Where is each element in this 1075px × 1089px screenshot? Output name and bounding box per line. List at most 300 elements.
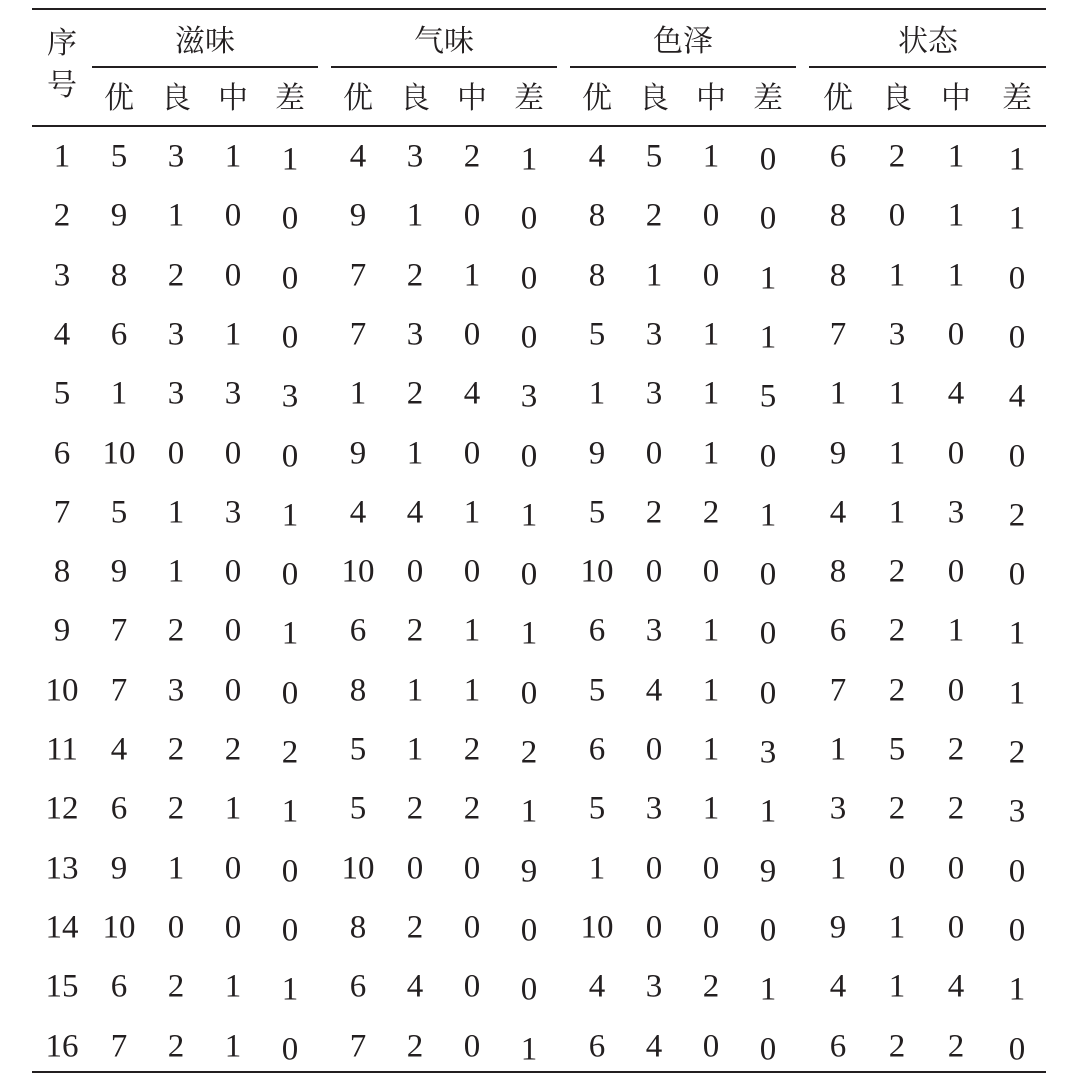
- cell-smell-medium: 0: [463, 1028, 481, 1064]
- cell-taste-excellent: 10: [102, 435, 136, 471]
- cell-taste-medium: 0: [224, 909, 242, 946]
- cell-taste-excellent: 7: [110, 612, 128, 649]
- cell-smell-medium: 0: [463, 968, 481, 1005]
- cell-smell-excellent: 7: [349, 316, 367, 353]
- cell-color-good: 0: [645, 553, 663, 590]
- group-header-state: 状态: [898, 24, 958, 59]
- cell-state-poor: 0: [1008, 1031, 1026, 1067]
- cell-color-medium: 1: [702, 790, 720, 827]
- cell-state-medium: 0: [947, 316, 965, 353]
- cell-taste-medium: 0: [224, 435, 242, 471]
- cell-taste-poor: 0: [281, 438, 299, 474]
- cell-smell-poor: 0: [520, 675, 538, 712]
- cell-taste-poor: 0: [281, 675, 299, 712]
- cell-taste-good: 0: [167, 435, 185, 471]
- cell-taste-medium: 0: [224, 553, 242, 590]
- cell-color-medium: 0: [702, 909, 720, 946]
- cell-color-good: 3: [645, 375, 663, 412]
- cell-taste-poor: 1: [281, 141, 299, 178]
- cell-smell-medium: 2: [463, 790, 481, 827]
- cell-smell-good: 2: [406, 612, 424, 649]
- grade-header-color-medium: 中: [696, 81, 726, 116]
- cell-color-poor: 0: [759, 141, 777, 178]
- cell-smell-poor: 0: [520, 200, 538, 237]
- table-top-rule: [32, 8, 1046, 10]
- cell-color-excellent: 4: [588, 968, 606, 1005]
- cell-smell-poor: 0: [520, 556, 538, 593]
- cell-taste-poor: 2: [281, 734, 299, 771]
- cell-taste-excellent: 7: [110, 1028, 128, 1064]
- cell-smell-excellent: 7: [349, 257, 367, 294]
- cell-color-good: 0: [645, 731, 663, 768]
- cell-smell-poor: 3: [520, 378, 538, 415]
- cell-taste-good: 2: [167, 968, 185, 1005]
- cell-state-poor: 1: [1008, 141, 1026, 178]
- cell-state-medium: 0: [947, 850, 965, 887]
- cell-smell-excellent: 5: [349, 790, 367, 827]
- cell-taste-medium: 0: [224, 197, 242, 234]
- cell-color-medium: 0: [702, 553, 720, 590]
- cell-taste-good: 2: [167, 257, 185, 294]
- cell-taste-poor: 0: [281, 853, 299, 890]
- cell-taste-excellent: 10: [102, 909, 136, 946]
- cell-color-good: 3: [645, 316, 663, 353]
- cell-smell-good: 2: [406, 909, 424, 946]
- cell-color-poor: 0: [759, 675, 777, 712]
- cell-taste-medium: 1: [224, 1028, 242, 1064]
- cell-smell-poor: 2: [520, 734, 538, 771]
- cell-state-medium: 4: [947, 375, 965, 412]
- cell-taste-good: 1: [167, 850, 185, 887]
- header-bottom-rule: [32, 125, 1046, 127]
- cell-taste-good: 1: [167, 494, 185, 531]
- cell-taste-poor: 0: [281, 556, 299, 593]
- cell-state-poor: 0: [1008, 556, 1026, 593]
- row-number: 2: [53, 197, 71, 234]
- cell-smell-medium: 4: [463, 375, 481, 412]
- cell-smell-good: 1: [406, 731, 424, 768]
- row-number-header-line-1: 序: [47, 26, 77, 61]
- cell-color-poor: 0: [759, 615, 777, 652]
- row-number: 8: [53, 553, 71, 590]
- grade-header-taste-medium: 中: [218, 81, 248, 116]
- cell-smell-medium: 1: [463, 257, 481, 294]
- cell-smell-poor: 1: [520, 1031, 538, 1067]
- cell-taste-medium: 1: [224, 138, 242, 175]
- cell-taste-excellent: 6: [110, 968, 128, 1005]
- cell-state-poor: 3: [1008, 793, 1026, 830]
- cell-color-excellent: 4: [588, 138, 606, 175]
- cell-smell-excellent: 10: [341, 850, 375, 887]
- grade-header-state-poor: 差: [1002, 81, 1032, 116]
- cell-smell-good: 2: [406, 375, 424, 412]
- cell-color-poor: 0: [759, 1031, 777, 1067]
- row-number: 16: [45, 1028, 79, 1064]
- cell-state-excellent: 4: [829, 494, 847, 531]
- cell-taste-poor: 0: [281, 1031, 299, 1067]
- row-number-header-line-2: 号: [47, 68, 77, 103]
- cell-smell-good: 4: [406, 968, 424, 1005]
- grade-header-smell-poor: 差: [514, 81, 544, 116]
- cell-state-good: 1: [888, 435, 906, 471]
- cell-smell-good: 1: [406, 672, 424, 709]
- cell-state-excellent: 6: [829, 1028, 847, 1064]
- cell-smell-medium: 1: [463, 672, 481, 709]
- row-number: 12: [45, 790, 79, 827]
- cell-state-poor: 1: [1008, 675, 1026, 712]
- cell-color-poor: 9: [759, 853, 777, 890]
- cell-taste-medium: 2: [224, 731, 242, 768]
- cell-state-excellent: 3: [829, 790, 847, 827]
- cell-taste-excellent: 9: [110, 197, 128, 234]
- group-underline-smell: [331, 66, 557, 68]
- cell-color-excellent: 10: [580, 553, 614, 590]
- table-bottom-rule: [32, 1071, 1046, 1073]
- cell-state-poor: 0: [1008, 438, 1026, 474]
- group-header-taste: 滋味: [175, 24, 235, 59]
- cell-state-excellent: 1: [829, 850, 847, 887]
- cell-state-medium: 2: [947, 731, 965, 768]
- cell-state-excellent: 6: [829, 138, 847, 175]
- cell-state-excellent: 8: [829, 257, 847, 294]
- cell-color-medium: 1: [702, 435, 720, 471]
- cell-state-good: 0: [888, 850, 906, 887]
- cell-color-poor: 1: [759, 260, 777, 297]
- cell-color-excellent: 5: [588, 790, 606, 827]
- cell-state-good: 2: [888, 672, 906, 709]
- cell-color-excellent: 9: [588, 435, 606, 471]
- cell-color-medium: 0: [702, 257, 720, 294]
- cell-state-medium: 1: [947, 138, 965, 175]
- cell-state-excellent: 8: [829, 553, 847, 590]
- cell-color-excellent: 6: [588, 731, 606, 768]
- cell-taste-good: 0: [167, 909, 185, 946]
- cell-smell-good: 1: [406, 197, 424, 234]
- cell-taste-poor: 1: [281, 615, 299, 652]
- row-number: 11: [46, 731, 78, 768]
- grade-header-taste-good: 良: [161, 81, 191, 116]
- cell-smell-excellent: 9: [349, 435, 367, 471]
- cell-color-excellent: 1: [588, 850, 606, 887]
- cell-state-medium: 0: [947, 672, 965, 709]
- cell-smell-medium: 0: [463, 316, 481, 353]
- cell-smell-poor: 0: [520, 438, 538, 474]
- cell-smell-excellent: 5: [349, 731, 367, 768]
- cell-state-good: 1: [888, 909, 906, 946]
- cell-taste-good: 2: [167, 1028, 185, 1064]
- cell-state-poor: 1: [1008, 615, 1026, 652]
- cell-smell-poor: 1: [520, 141, 538, 178]
- cell-color-medium: 2: [702, 968, 720, 1005]
- cell-taste-poor: 0: [281, 200, 299, 237]
- grade-header-smell-excellent: 优: [343, 81, 373, 116]
- grade-header-state-good: 良: [882, 81, 912, 116]
- cell-taste-excellent: 9: [110, 553, 128, 590]
- cell-color-good: 0: [645, 435, 663, 471]
- cell-taste-excellent: 6: [110, 790, 128, 827]
- cell-taste-medium: 0: [224, 612, 242, 649]
- cell-state-excellent: 1: [829, 375, 847, 412]
- grade-header-taste-excellent: 优: [104, 81, 134, 116]
- cell-color-excellent: 5: [588, 672, 606, 709]
- cell-state-good: 3: [888, 316, 906, 353]
- cell-color-medium: 1: [702, 731, 720, 768]
- cell-state-medium: 0: [947, 435, 965, 471]
- cell-state-medium: 0: [947, 553, 965, 590]
- cell-state-good: 1: [888, 257, 906, 294]
- cell-color-poor: 1: [759, 793, 777, 830]
- cell-taste-medium: 1: [224, 790, 242, 827]
- row-number: 1: [53, 138, 71, 175]
- cell-color-good: 4: [645, 1028, 663, 1064]
- cell-state-excellent: 4: [829, 968, 847, 1005]
- cell-state-medium: 3: [947, 494, 965, 531]
- cell-color-medium: 1: [702, 612, 720, 649]
- cell-color-poor: 0: [759, 200, 777, 237]
- cell-state-medium: 0: [947, 909, 965, 946]
- grade-header-smell-medium: 中: [457, 81, 487, 116]
- cell-taste-excellent: 8: [110, 257, 128, 294]
- cell-taste-medium: 3: [224, 494, 242, 531]
- cell-taste-poor: 1: [281, 793, 299, 830]
- group-underline-color: [570, 66, 796, 68]
- cell-state-good: 2: [888, 553, 906, 590]
- cell-color-good: 5: [645, 138, 663, 175]
- cell-smell-excellent: 4: [349, 138, 367, 175]
- cell-smell-good: 0: [406, 553, 424, 590]
- cell-state-poor: 1: [1008, 200, 1026, 237]
- cell-state-excellent: 9: [829, 909, 847, 946]
- cell-state-good: 1: [888, 494, 906, 531]
- cell-taste-poor: 0: [281, 319, 299, 356]
- cell-smell-medium: 0: [463, 553, 481, 590]
- cell-taste-medium: 1: [224, 968, 242, 1005]
- cell-smell-medium: 2: [463, 138, 481, 175]
- cell-taste-good: 3: [167, 375, 185, 412]
- cell-smell-good: 2: [406, 1028, 424, 1064]
- cell-color-poor: 0: [759, 556, 777, 593]
- cell-taste-medium: 0: [224, 850, 242, 887]
- cell-state-poor: 0: [1008, 319, 1026, 356]
- cell-taste-medium: 1: [224, 316, 242, 353]
- cell-smell-excellent: 6: [349, 612, 367, 649]
- cell-state-excellent: 9: [829, 435, 847, 471]
- cell-taste-poor: 1: [281, 971, 299, 1008]
- cell-taste-good: 2: [167, 790, 185, 827]
- cell-smell-excellent: 8: [349, 672, 367, 709]
- row-number: 3: [53, 257, 71, 294]
- cell-taste-good: 1: [167, 197, 185, 234]
- cell-color-excellent: 8: [588, 257, 606, 294]
- group-header-smell: 气味: [414, 24, 474, 59]
- cell-smell-poor: 0: [520, 319, 538, 356]
- cell-color-medium: 1: [702, 375, 720, 412]
- cell-taste-good: 2: [167, 612, 185, 649]
- cell-color-poor: 5: [759, 378, 777, 415]
- cell-color-excellent: 6: [588, 1028, 606, 1064]
- cell-smell-excellent: 10: [341, 553, 375, 590]
- cell-state-medium: 2: [947, 790, 965, 827]
- cell-color-excellent: 8: [588, 197, 606, 234]
- cell-state-medium: 1: [947, 612, 965, 649]
- cell-color-poor: 0: [759, 912, 777, 949]
- group-underline-state: [809, 66, 1046, 68]
- grade-header-color-excellent: 优: [582, 81, 612, 116]
- cell-smell-medium: 1: [463, 494, 481, 531]
- cell-smell-poor: 1: [520, 615, 538, 652]
- cell-smell-poor: 0: [520, 971, 538, 1008]
- cell-color-poor: 1: [759, 319, 777, 356]
- cell-color-good: 1: [645, 257, 663, 294]
- cell-smell-medium: 0: [463, 850, 481, 887]
- cell-taste-excellent: 5: [110, 494, 128, 531]
- cell-taste-excellent: 9: [110, 850, 128, 887]
- cell-smell-poor: 1: [520, 793, 538, 830]
- cell-smell-excellent: 1: [349, 375, 367, 412]
- cell-color-poor: 3: [759, 734, 777, 771]
- cell-smell-excellent: 7: [349, 1028, 367, 1064]
- grade-header-color-good: 良: [639, 81, 669, 116]
- cell-state-medium: 2: [947, 1028, 965, 1064]
- cell-smell-good: 4: [406, 494, 424, 531]
- cell-state-poor: 0: [1008, 912, 1026, 949]
- cell-state-medium: 1: [947, 197, 965, 234]
- cell-state-good: 2: [888, 1028, 906, 1064]
- cell-state-good: 2: [888, 612, 906, 649]
- cell-smell-good: 0: [406, 850, 424, 887]
- cell-smell-good: 2: [406, 790, 424, 827]
- cell-color-excellent: 1: [588, 375, 606, 412]
- cell-color-good: 2: [645, 494, 663, 531]
- cell-state-medium: 4: [947, 968, 965, 1005]
- cell-taste-good: 3: [167, 138, 185, 175]
- cell-state-poor: 2: [1008, 734, 1026, 771]
- cell-state-medium: 1: [947, 257, 965, 294]
- row-number: 15: [45, 968, 79, 1005]
- cell-taste-good: 3: [167, 316, 185, 353]
- cell-color-medium: 1: [702, 672, 720, 709]
- cell-color-medium: 1: [702, 138, 720, 175]
- cell-taste-good: 1: [167, 553, 185, 590]
- cell-state-poor: 0: [1008, 853, 1026, 890]
- row-number: 9: [53, 612, 71, 649]
- cell-smell-excellent: 8: [349, 909, 367, 946]
- cell-state-good: 1: [888, 968, 906, 1005]
- cell-color-excellent: 6: [588, 612, 606, 649]
- cell-smell-good: 1: [406, 435, 424, 471]
- cell-state-good: 0: [888, 197, 906, 234]
- cell-smell-poor: 0: [520, 260, 538, 297]
- cell-smell-good: 3: [406, 316, 424, 353]
- grade-header-color-poor: 差: [753, 81, 783, 116]
- cell-color-good: 2: [645, 197, 663, 234]
- cell-taste-good: 3: [167, 672, 185, 709]
- grade-header-state-medium: 中: [941, 81, 971, 116]
- cell-smell-medium: 0: [463, 435, 481, 471]
- cell-state-excellent: 7: [829, 672, 847, 709]
- cell-smell-medium: 1: [463, 612, 481, 649]
- cell-color-medium: 2: [702, 494, 720, 531]
- cell-smell-excellent: 9: [349, 197, 367, 234]
- cell-smell-medium: 0: [463, 197, 481, 234]
- cell-smell-medium: 0: [463, 909, 481, 946]
- row-number: 13: [45, 850, 79, 887]
- cell-taste-poor: 0: [281, 912, 299, 949]
- cell-taste-poor: 1: [281, 497, 299, 534]
- cell-color-poor: 1: [759, 971, 777, 1008]
- grade-header-taste-poor: 差: [275, 81, 305, 116]
- cell-state-excellent: 6: [829, 612, 847, 649]
- grade-header-state-excellent: 优: [823, 81, 853, 116]
- cell-state-poor: 0: [1008, 260, 1026, 297]
- row-number: 7: [53, 494, 71, 531]
- cell-color-good: 3: [645, 790, 663, 827]
- cell-smell-poor: 9: [520, 853, 538, 890]
- cell-smell-poor: 1: [520, 497, 538, 534]
- cell-state-poor: 4: [1008, 378, 1026, 415]
- cell-taste-medium: 0: [224, 257, 242, 294]
- cell-color-medium: 0: [702, 197, 720, 234]
- cell-state-excellent: 8: [829, 197, 847, 234]
- cell-color-good: 3: [645, 968, 663, 1005]
- row-number: 5: [53, 375, 71, 412]
- cell-taste-medium: 0: [224, 672, 242, 709]
- cell-state-excellent: 1: [829, 731, 847, 768]
- cell-color-good: 4: [645, 672, 663, 709]
- group-header-color: 色泽: [653, 24, 713, 59]
- cell-color-good: 0: [645, 850, 663, 887]
- cell-smell-poor: 0: [520, 912, 538, 949]
- cell-color-excellent: 5: [588, 494, 606, 531]
- cell-smell-excellent: 4: [349, 494, 367, 531]
- cell-smell-good: 2: [406, 257, 424, 294]
- cell-color-medium: 1: [702, 316, 720, 353]
- cell-smell-medium: 2: [463, 731, 481, 768]
- cell-taste-excellent: 4: [110, 731, 128, 768]
- cell-color-poor: 1: [759, 497, 777, 534]
- cell-taste-poor: 0: [281, 260, 299, 297]
- row-number: 6: [53, 435, 71, 471]
- cell-state-good: 1: [888, 375, 906, 412]
- cell-state-poor: 2: [1008, 497, 1026, 534]
- cell-color-good: 0: [645, 909, 663, 946]
- cell-state-excellent: 7: [829, 316, 847, 353]
- cell-taste-excellent: 1: [110, 375, 128, 412]
- cell-taste-excellent: 7: [110, 672, 128, 709]
- cell-taste-excellent: 6: [110, 316, 128, 353]
- cell-color-medium: 0: [702, 1028, 720, 1064]
- cell-state-good: 5: [888, 731, 906, 768]
- cell-taste-excellent: 5: [110, 138, 128, 175]
- row-number: 4: [53, 316, 71, 353]
- cell-color-medium: 0: [702, 850, 720, 887]
- cell-state-good: 2: [888, 138, 906, 175]
- row-number: 14: [45, 909, 79, 946]
- cell-color-excellent: 10: [580, 909, 614, 946]
- cell-taste-medium: 3: [224, 375, 242, 412]
- cell-smell-good: 3: [406, 138, 424, 175]
- cell-taste-good: 2: [167, 731, 185, 768]
- cell-color-good: 3: [645, 612, 663, 649]
- cell-color-excellent: 5: [588, 316, 606, 353]
- row-number: 10: [45, 672, 79, 709]
- cell-smell-excellent: 6: [349, 968, 367, 1005]
- cell-state-good: 2: [888, 790, 906, 827]
- group-underline-taste: [92, 66, 318, 68]
- grade-header-smell-good: 良: [400, 81, 430, 116]
- cell-color-poor: 0: [759, 438, 777, 474]
- cell-taste-poor: 3: [281, 378, 299, 415]
